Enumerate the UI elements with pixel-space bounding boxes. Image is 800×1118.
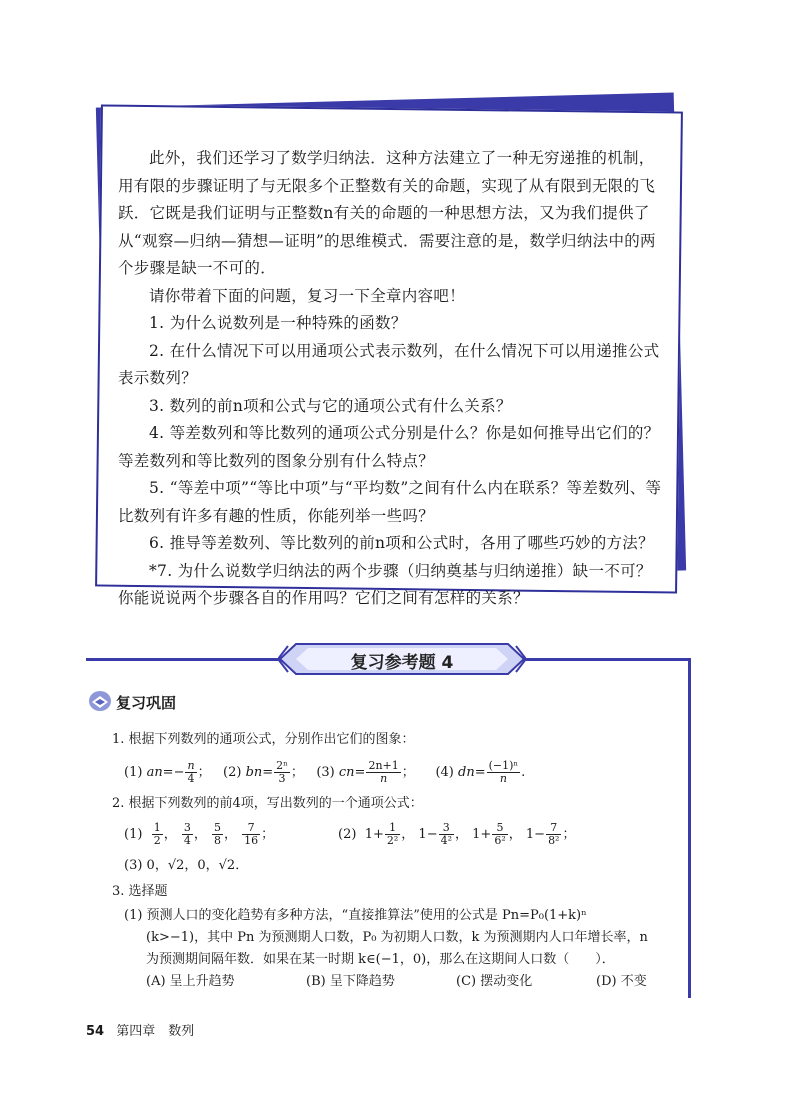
side-rule <box>688 658 691 998</box>
review-title: 复习参考题 4 <box>350 653 454 673</box>
page-footer <box>86 1020 194 1039</box>
summary-paragraph-1: 此外，我们还学习了数学归纳法．这种方法建立了一种无穷递推的机制，用有限的步骤证明了与无限多个正整数有关的命题，实现了从有限到无限的飞跃．它既是我们证明与正整数n有关的命题的一种思想方法，又为我们提供了从“观察—归纳—猜想—证明”的思维模式．需要注意的是，数学归纳法中的两个步骤是缺一不可的． <box>118 149 656 277</box>
question-6: 6. 推导等差数列、等比数列的前n项和公式时，各用了哪些巧妙的方法？ <box>149 534 654 552</box>
question-2: 2. 在什么情况下可以用通项公式表示数列，在什么情况下可以用递推公式表示数列？ <box>118 341 660 387</box>
question-7: *7. 为什么说数学归纳法的两个步骤（归纳奠基与归纳递推）缺一不可？你能说说两个步骤各自的作用吗？它们之间有怎样的关系？ <box>118 561 652 607</box>
question-4: 4. 等差数列和等比数列的通项公式分别是什么？你是如何推导出它们的？等差数列和等比数列的图象分别有什么特点？ <box>118 424 660 470</box>
summary-text <box>118 145 663 613</box>
exercise-3-q1-line-3: 为预测期间隔年数．如果在某一时期 k∈(−1，0)，那么在这期间人口数（ ）． <box>146 952 615 967</box>
choice-b: (B) 呈下降趋势 <box>306 974 395 989</box>
question-1: 1. 为什么说数列是一种特殊的函数？ <box>149 314 407 332</box>
choice-d: (D) 不变 <box>596 974 647 989</box>
summary-paragraph-2: 请你带着下面的问题，复习一下全章内容吧！ <box>149 286 466 305</box>
exercise-2-part-1: (1) $\frac{1}{2}$ ， $\frac{3}{4}$ ， $\frac{5}{8}$ ， $\frac{7}{16}$ ； <box>124 821 275 847</box>
choice-a: (A) 呈上升趋势 <box>146 974 235 989</box>
exercise-1-items: (1) an=− $\frac{n}{4}$ ； (2) bn= $\frac{\text{2ⁿ}}{3}$ ； (3) cn= $\frac{2n+1}{n}$ ； (4) dn= $\frac{\text{(−1)ⁿ}}{n}$ . <box>124 759 526 785</box>
exercise-3-q1-line-1: (1) 预测人口的变化趋势有多种方法，“直接推算法”使用的公式是 Pn=P₀(1+k)ⁿ <box>124 908 587 923</box>
exercise-2-part-2: (2) 1+ $\frac{1}{\text{2²}}$ ， 1− $\frac{3}{\text{4²}}$ ， 1+ $\frac{5}{\text{6²}}$ ， 1− $\frac{7}{\text{8²}}$ ； <box>338 821 576 847</box>
exercise-3-q1-line-2: (k>−1)，其中 Pn 为预测期人口数，P₀ 为初期人口数，k 为预测期内人口年增长率，n <box>146 930 648 945</box>
question-5: 5. “等差中项”“等比中项”与“平均数”之间有什么内在联系？等差数列、等比数列有许多有趣的性质，你能列举一些吗？ <box>118 479 662 525</box>
section-title: 复习巩固 <box>116 694 177 712</box>
chapter-title: 第四章 数列 <box>116 1024 195 1039</box>
section-icon <box>88 690 112 712</box>
question-3: 3. 数列的前n项和公式与它的通项公式有什么关系？ <box>149 396 512 415</box>
exercise-3: 3. 选择题 <box>112 884 168 899</box>
exercise-2-part-3: (3) 0，√2，0，√2． <box>124 858 249 873</box>
page-number: 54 <box>86 1024 105 1039</box>
exercise-1: 1. 根据下列数列的通项公式，分别作出它们的图象： <box>112 732 415 747</box>
choice-c: (C) 摆动变化 <box>456 974 533 989</box>
exercise-2: 2. 根据下列数列的前4项，写出数列的一个通项公式： <box>112 796 423 811</box>
